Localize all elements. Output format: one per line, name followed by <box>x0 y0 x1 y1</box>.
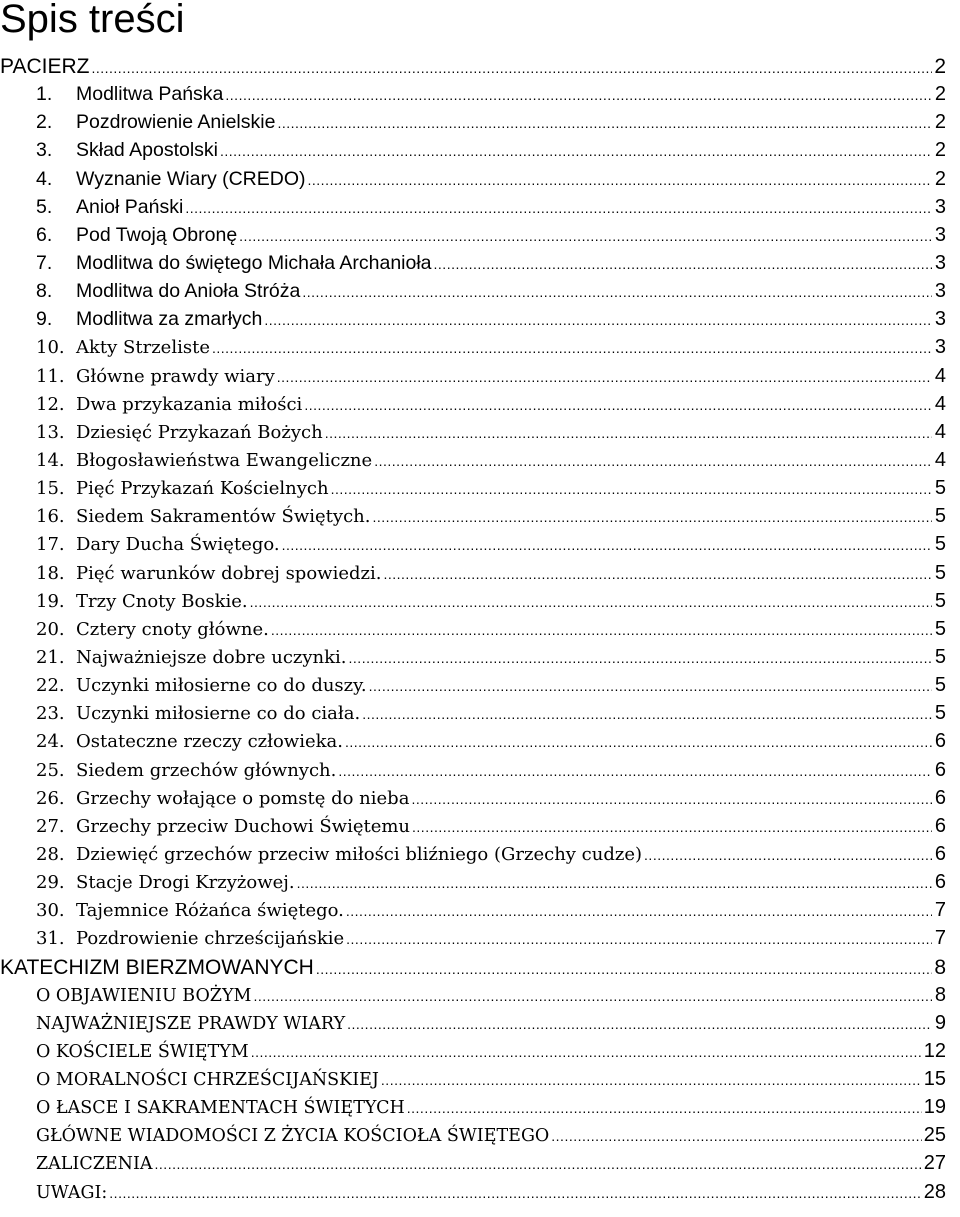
toc-entry-label: Grzechy wołające o pomstę do nieba <box>76 787 410 809</box>
toc-entry-number: 16. <box>36 506 65 528</box>
toc-entry-label: Pięć Przykazań Kościelnych <box>76 478 329 500</box>
toc-entry-number: 28. <box>36 843 65 865</box>
dot-leader <box>347 1016 932 1032</box>
dot-leader <box>346 931 932 947</box>
toc-page-number: 7 <box>934 899 946 922</box>
dot-leader <box>225 87 932 103</box>
toc-page-number: 5 <box>934 589 946 612</box>
toc-page-number: 2 <box>934 83 946 106</box>
toc-entry-label: Akty Strzeliste <box>76 337 210 359</box>
toc-entry-number: 20. <box>36 618 65 640</box>
dot-leader <box>239 228 932 244</box>
toc-entry-number: 30. <box>36 900 65 922</box>
toc-entry[interactable] <box>0 139 960 167</box>
dot-leader <box>346 903 932 919</box>
toc-entry-label: Skład Apostolski <box>76 139 218 162</box>
toc-entry[interactable] <box>0 168 960 196</box>
toc-page-number: 2 <box>934 139 946 162</box>
toc-entry[interactable] <box>0 871 960 899</box>
toc-entry-number: 1. <box>36 83 53 106</box>
toc-entry-label: NAJWAŻNIEJSZE PRAWDY WIARY <box>36 1013 346 1034</box>
toc-entry[interactable] <box>0 280 960 308</box>
dot-leader <box>362 706 932 722</box>
toc-entry-number: 15. <box>36 478 65 500</box>
toc-entry[interactable] <box>0 562 960 590</box>
toc-entry[interactable] <box>0 336 960 364</box>
dot-leader <box>297 875 932 891</box>
toc-entry[interactable] <box>0 618 960 646</box>
toc-entry-number: 3. <box>36 139 53 162</box>
dot-leader <box>331 481 932 497</box>
toc-entry-number: 29. <box>36 872 65 894</box>
toc-page-number: 2 <box>934 167 946 190</box>
toc-entry-label: Dziesięć Przykazań Bożych <box>76 421 323 443</box>
toc-entry[interactable] <box>0 899 960 927</box>
toc-entry-number: 12. <box>36 393 65 415</box>
dot-leader <box>407 1100 922 1116</box>
toc-entry-number: 26. <box>36 787 65 809</box>
toc-entry-label: Ostateczne rzeczy człowieka. <box>76 731 343 753</box>
toc-entry-number: 27. <box>36 815 65 837</box>
toc-entry[interactable] <box>0 646 960 674</box>
toc-entry-number: 14. <box>36 449 65 471</box>
dot-leader <box>338 763 932 779</box>
toc-entry-number: 4. <box>36 167 53 190</box>
toc-entry-label: Pozdrowienie chrześcijańskie <box>76 928 345 950</box>
dot-leader <box>282 537 932 553</box>
toc-entry-label: Dwa przykazania miłości <box>76 393 303 415</box>
dot-leader <box>277 115 932 131</box>
toc-entry[interactable] <box>0 759 960 787</box>
toc-entry-label: Najważniejsze dobre uczynki. <box>76 646 347 668</box>
toc-entry-number: 6. <box>36 223 53 246</box>
dot-leader <box>264 312 932 328</box>
toc-entry-label: ZALICZENIA <box>36 1154 153 1175</box>
dot-leader <box>412 819 932 835</box>
toc-page-number: 6 <box>934 871 946 894</box>
toc-entry-number: 25. <box>36 759 65 781</box>
toc-page-number: 5 <box>934 617 946 640</box>
toc-page-number: 4 <box>934 448 946 471</box>
toc-entry[interactable] <box>0 252 960 280</box>
toc-entry[interactable] <box>0 505 960 533</box>
toc-entry[interactable] <box>0 787 960 815</box>
dot-leader <box>277 369 932 385</box>
toc-entry-number: 21. <box>36 646 65 668</box>
toc-page-number: 5 <box>934 702 946 725</box>
toc-page-number: 3 <box>934 195 946 218</box>
page-title: Spis treści <box>0 0 185 41</box>
dot-leader <box>185 200 932 216</box>
toc-entry-label: Pod Twoją Obronę <box>76 223 238 246</box>
toc-entry-label: Modlitwa do świętego Michała Archanioła <box>76 251 432 274</box>
toc-entry-label: Cztery cnoty główne. <box>76 618 269 640</box>
toc-entry[interactable] <box>0 196 960 224</box>
toc-section-label: PACIERZ <box>0 55 90 78</box>
toc-section-label: KATECHIZM BIERZMOWANYCH <box>0 955 314 979</box>
toc-entry-label: Dziewięć grzechów przeciw miłości bliźniego (Grzechy cudze) <box>76 843 643 865</box>
dot-leader <box>155 1156 922 1172</box>
toc-page-number: 4 <box>934 364 946 387</box>
toc-section-1[interactable] <box>0 956 960 984</box>
toc-entry-number: 2. <box>36 111 53 134</box>
toc-page-number: 8 <box>934 983 946 1006</box>
toc-page-number: 7 <box>934 927 946 950</box>
dot-leader <box>381 1072 922 1088</box>
toc-entry-label: Stacje Drogi Krzyżowej. <box>76 872 295 894</box>
toc-entry-number: 10. <box>36 337 65 359</box>
toc-page-number: 28 <box>923 1180 946 1203</box>
toc-entry[interactable] <box>0 365 960 393</box>
toc-entry[interactable] <box>0 702 960 730</box>
toc-page-number: 5 <box>934 561 946 584</box>
toc-page-number: 12 <box>923 1039 946 1062</box>
toc-entry-number: 18. <box>36 562 65 584</box>
toc-page-number: 3 <box>934 308 946 331</box>
dot-leader <box>345 734 932 750</box>
toc-entry[interactable] <box>0 449 960 477</box>
toc-page-number: 3 <box>934 223 946 246</box>
toc-entry[interactable] <box>0 1124 960 1152</box>
toc-page-number: 3 <box>934 251 946 274</box>
dot-leader <box>325 425 932 441</box>
dot-leader <box>271 622 932 638</box>
toc-entry[interactable] <box>0 1096 960 1124</box>
dot-leader <box>372 509 932 525</box>
dot-leader <box>109 1185 921 1201</box>
toc-entry[interactable] <box>0 393 960 421</box>
toc-entry-label: Tajemnice Różańca świętego. <box>76 900 344 922</box>
dot-leader <box>644 847 932 863</box>
toc-entry[interactable] <box>0 111 960 139</box>
toc-entry[interactable] <box>0 927 960 955</box>
dot-leader <box>250 594 932 610</box>
toc-entry[interactable] <box>0 674 960 702</box>
toc-entry-label: Uczynki miłosierne co do duszy. <box>76 675 367 697</box>
toc-page-number: 15 <box>923 1068 946 1091</box>
toc-entry[interactable] <box>0 83 960 111</box>
toc-entry-number: 8. <box>36 280 53 303</box>
dot-leader <box>374 453 932 469</box>
toc-entry-label: Pięć warunków dobrej spowiedzi. <box>76 562 382 584</box>
toc-entry[interactable] <box>0 1181 960 1209</box>
toc-entry-label: Modlitwa za zmarłych <box>76 308 263 331</box>
toc-entry-number: 23. <box>36 703 65 725</box>
dot-leader <box>91 60 932 76</box>
dot-leader <box>220 143 932 159</box>
dot-leader <box>349 650 932 666</box>
toc-entry-number: 17. <box>36 534 65 556</box>
toc-entry-number: 19. <box>36 590 65 612</box>
toc-page-number: 3 <box>934 280 946 303</box>
dot-leader <box>434 256 932 272</box>
toc-page-number: 27 <box>923 1152 946 1175</box>
dot-leader <box>253 988 932 1004</box>
toc-entry[interactable] <box>0 308 960 336</box>
toc-page-number: 9 <box>934 1011 946 1034</box>
toc-entry[interactable] <box>0 421 960 449</box>
toc-entry-label: Pozdrowienie Anielskie <box>76 111 276 134</box>
toc-entry-number: 7. <box>36 251 53 274</box>
toc-entry-label: Wyznanie Wiary (CREDO) <box>76 167 306 190</box>
toc-entry-label: Anioł Pański <box>76 195 184 218</box>
dot-leader <box>251 1044 922 1060</box>
toc-entry[interactable] <box>0 815 960 843</box>
toc-entry-label: Modlitwa Pańska <box>76 83 224 106</box>
toc-entry[interactable] <box>0 730 960 758</box>
toc-entry[interactable] <box>0 1040 960 1068</box>
toc-page-number: 8 <box>934 955 946 979</box>
dot-leader <box>383 566 932 582</box>
toc-entry[interactable] <box>0 1152 960 1180</box>
toc-entry-label: Uczynki miłosierne co do ciała. <box>76 703 361 725</box>
table-of-contents <box>0 55 960 1209</box>
toc-page-number: 6 <box>934 730 946 753</box>
toc-entry[interactable] <box>0 477 960 505</box>
dot-leader <box>411 791 932 807</box>
toc-page-number: 19 <box>923 1096 946 1119</box>
toc-page-number: 4 <box>934 392 946 415</box>
toc-entry[interactable] <box>0 1012 960 1040</box>
toc-entry-label: O KOŚCIELE ŚWIĘTYM <box>36 1041 249 1062</box>
dot-leader <box>302 284 932 300</box>
toc-entry-number: 22. <box>36 675 65 697</box>
toc-entry-label: Trzy Cnoty Boskie. <box>76 590 248 612</box>
toc-page-number: 6 <box>934 842 946 865</box>
toc-entry-label: UWAGI: <box>36 1182 108 1203</box>
toc-page-number: 5 <box>934 645 946 668</box>
dot-leader <box>369 678 932 694</box>
toc-entry-label: Grzechy przeciw Duchowi Świętemu <box>76 815 411 837</box>
toc-entry-number: 9. <box>36 308 53 331</box>
toc-page-number: 5 <box>934 505 946 528</box>
toc-entry-number: 13. <box>36 421 65 443</box>
toc-page-number: 5 <box>934 477 946 500</box>
toc-entry-number: 11. <box>36 365 65 387</box>
toc-entry[interactable] <box>0 590 960 618</box>
toc-page-number: 5 <box>934 674 946 697</box>
toc-page-number: 6 <box>934 786 946 809</box>
toc-entry-number: 5. <box>36 195 53 218</box>
dot-leader <box>304 397 932 413</box>
toc-page-number: 5 <box>934 533 946 556</box>
toc-entry-number: 24. <box>36 731 65 753</box>
dot-leader <box>308 172 932 188</box>
toc-page-number: 6 <box>934 814 946 837</box>
toc-entry-label: Dary Ducha Świętego. <box>76 534 280 556</box>
toc-entry-label: Siedem grzechów głównych. <box>76 759 337 781</box>
toc-section-0[interactable] <box>0 55 960 83</box>
toc-page-number: 4 <box>934 420 946 443</box>
dot-leader <box>212 340 932 356</box>
toc-entry-label: Modlitwa do Anioła Stróża <box>76 280 301 303</box>
toc-entry-number: 31. <box>36 928 65 950</box>
toc-page-number: 25 <box>923 1124 946 1147</box>
toc-page-number: 2 <box>934 111 946 134</box>
toc-entry-label: Główne prawdy wiary <box>76 365 275 387</box>
toc-entry[interactable] <box>0 224 960 252</box>
toc-entry[interactable] <box>0 843 960 871</box>
toc-entry-label: GŁÓWNE WIADOMOŚCI Z ŻYCIA KOŚCIOŁA ŚWIĘTEGO <box>36 1126 550 1147</box>
toc-entry-label: O MORALNOŚCI CHRZEŚCIJAŃSKIEJ <box>36 1070 379 1091</box>
toc-entry-label: O OBJAWIENIU BOŻYM <box>36 985 252 1006</box>
toc-entry-label: Siedem Sakramentów Świętych. <box>76 506 371 528</box>
toc-page-number: 6 <box>934 758 946 781</box>
toc-entry-label: O ŁASCE I SAKRAMENTACH ŚWIĘTYCH <box>36 1098 405 1119</box>
toc-entry[interactable] <box>0 1068 960 1096</box>
dot-leader <box>551 1128 921 1144</box>
toc-page-number: 2 <box>934 55 946 78</box>
toc-entry[interactable] <box>0 984 960 1012</box>
toc-page-number: 3 <box>934 336 946 359</box>
dot-leader <box>316 961 932 977</box>
toc-entry-label: Błogosławieństwa Ewangeliczne <box>76 449 373 471</box>
toc-entry[interactable] <box>0 533 960 561</box>
